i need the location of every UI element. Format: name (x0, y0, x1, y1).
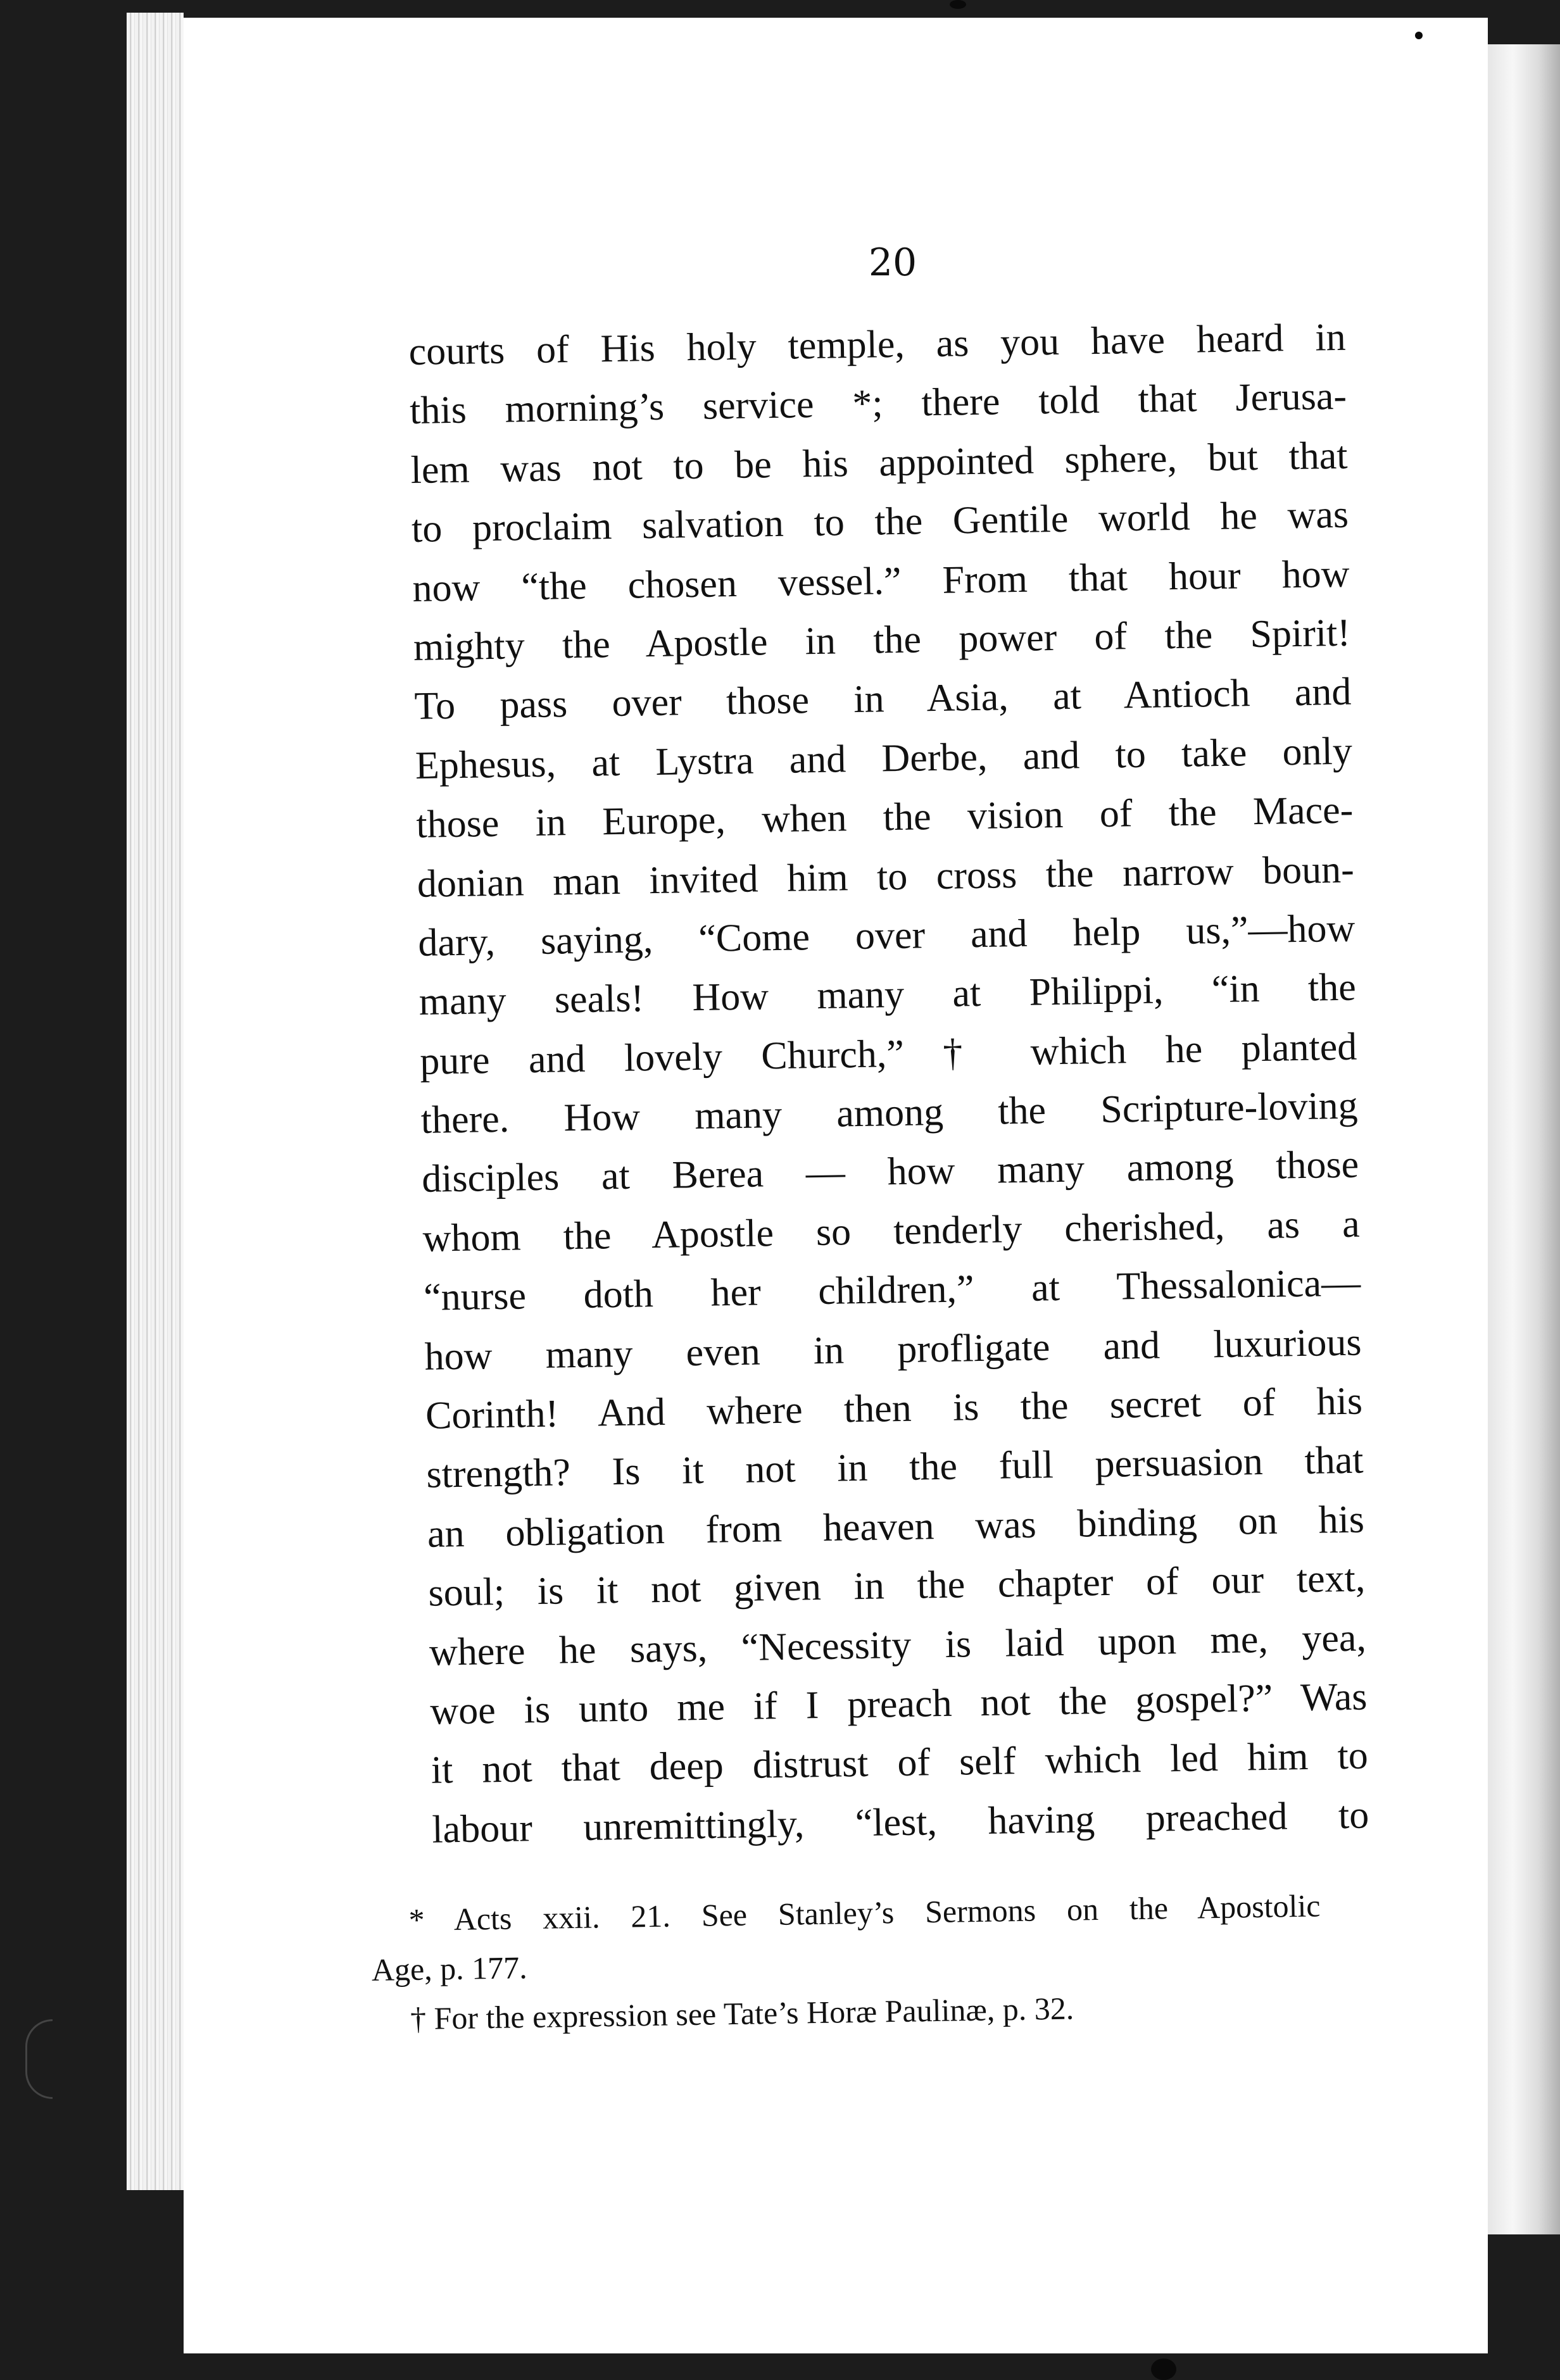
text-line: now “the chosen vessel.” From that hour how (412, 552, 1350, 610)
text-line: mighty the Apostle in the power of the Spirit! (413, 611, 1351, 669)
text-line: there. How many among the Scripture-loving (420, 1084, 1359, 1142)
text-line: it not that deep distrust of self which led him to (431, 1734, 1369, 1793)
text-line: pure and lovely Church,” † which he planted (419, 1025, 1357, 1083)
footnote-line: * Acts xxii. 21. See Stanley’s Sermons on the Apostolic (408, 1888, 1321, 1938)
text-line: Ephesus, at Lystra and Derbe, and to take only (415, 729, 1353, 787)
footnote-line: Age, p. 177. (371, 1950, 528, 1988)
text-line: disciples at Berea — how many among those (421, 1143, 1359, 1201)
footnotes (370, 1881, 1322, 2044)
text-line: soul; is it not given in the chapter of our text, (427, 1556, 1366, 1615)
text-line: to proclaim salvation to the Gentile world he was (411, 492, 1349, 551)
text-line: whom the Apostle so tenderly cherished, as a (422, 1202, 1361, 1260)
page-number: 20 (868, 241, 917, 285)
text-line: strength? Is it not in the full persuasion that (426, 1438, 1364, 1497)
text-line: courts of His holy temple, as you have heard in (408, 315, 1347, 373)
scan-speck (1415, 32, 1423, 39)
text-line: woe is unto me if I preach not the gospel?” Was (429, 1675, 1368, 1733)
text-line: an obligation from heaven was binding on his (427, 1498, 1365, 1556)
text-line: “nurse doth her children,” at Thessalonica— (423, 1261, 1361, 1320)
text-line: those in Europe, when the vision of the Mace- (415, 788, 1354, 847)
text-line: how many even in profligate and luxurious (424, 1320, 1362, 1379)
text-line: Corinth! And where then is the secret of his (425, 1379, 1363, 1437)
text-line: this morning’s service *; there told that Jerusa- (409, 375, 1347, 433)
text-line: labour unremittingly, “lest, having preached to (431, 1793, 1369, 1851)
text-line: dary, saying, “Come over and help us,”—how (417, 906, 1356, 965)
page-right-edge (1488, 44, 1560, 2234)
text-line: many seals! How many at Philippi, “in the (418, 965, 1357, 1024)
text-line: lem was not to be his appointed sphere, but that (410, 434, 1349, 492)
scan-speck (1151, 2358, 1176, 2380)
book-page-edges (127, 13, 184, 2190)
scan-mark (25, 2019, 53, 2099)
footnote-line: † For the expression see Tate’s Horæ Paulinæ, p. 32. (410, 1990, 1074, 2037)
text-line: donian man invited him to cross the narrow boun- (417, 848, 1355, 906)
scan-speck (950, 0, 966, 9)
text-line: To pass over those in Asia, at Antioch and (413, 670, 1352, 729)
text-line: where he says, “Necessity is laid upon me, yea, (429, 1616, 1367, 1674)
body-paragraph (408, 308, 1369, 1860)
